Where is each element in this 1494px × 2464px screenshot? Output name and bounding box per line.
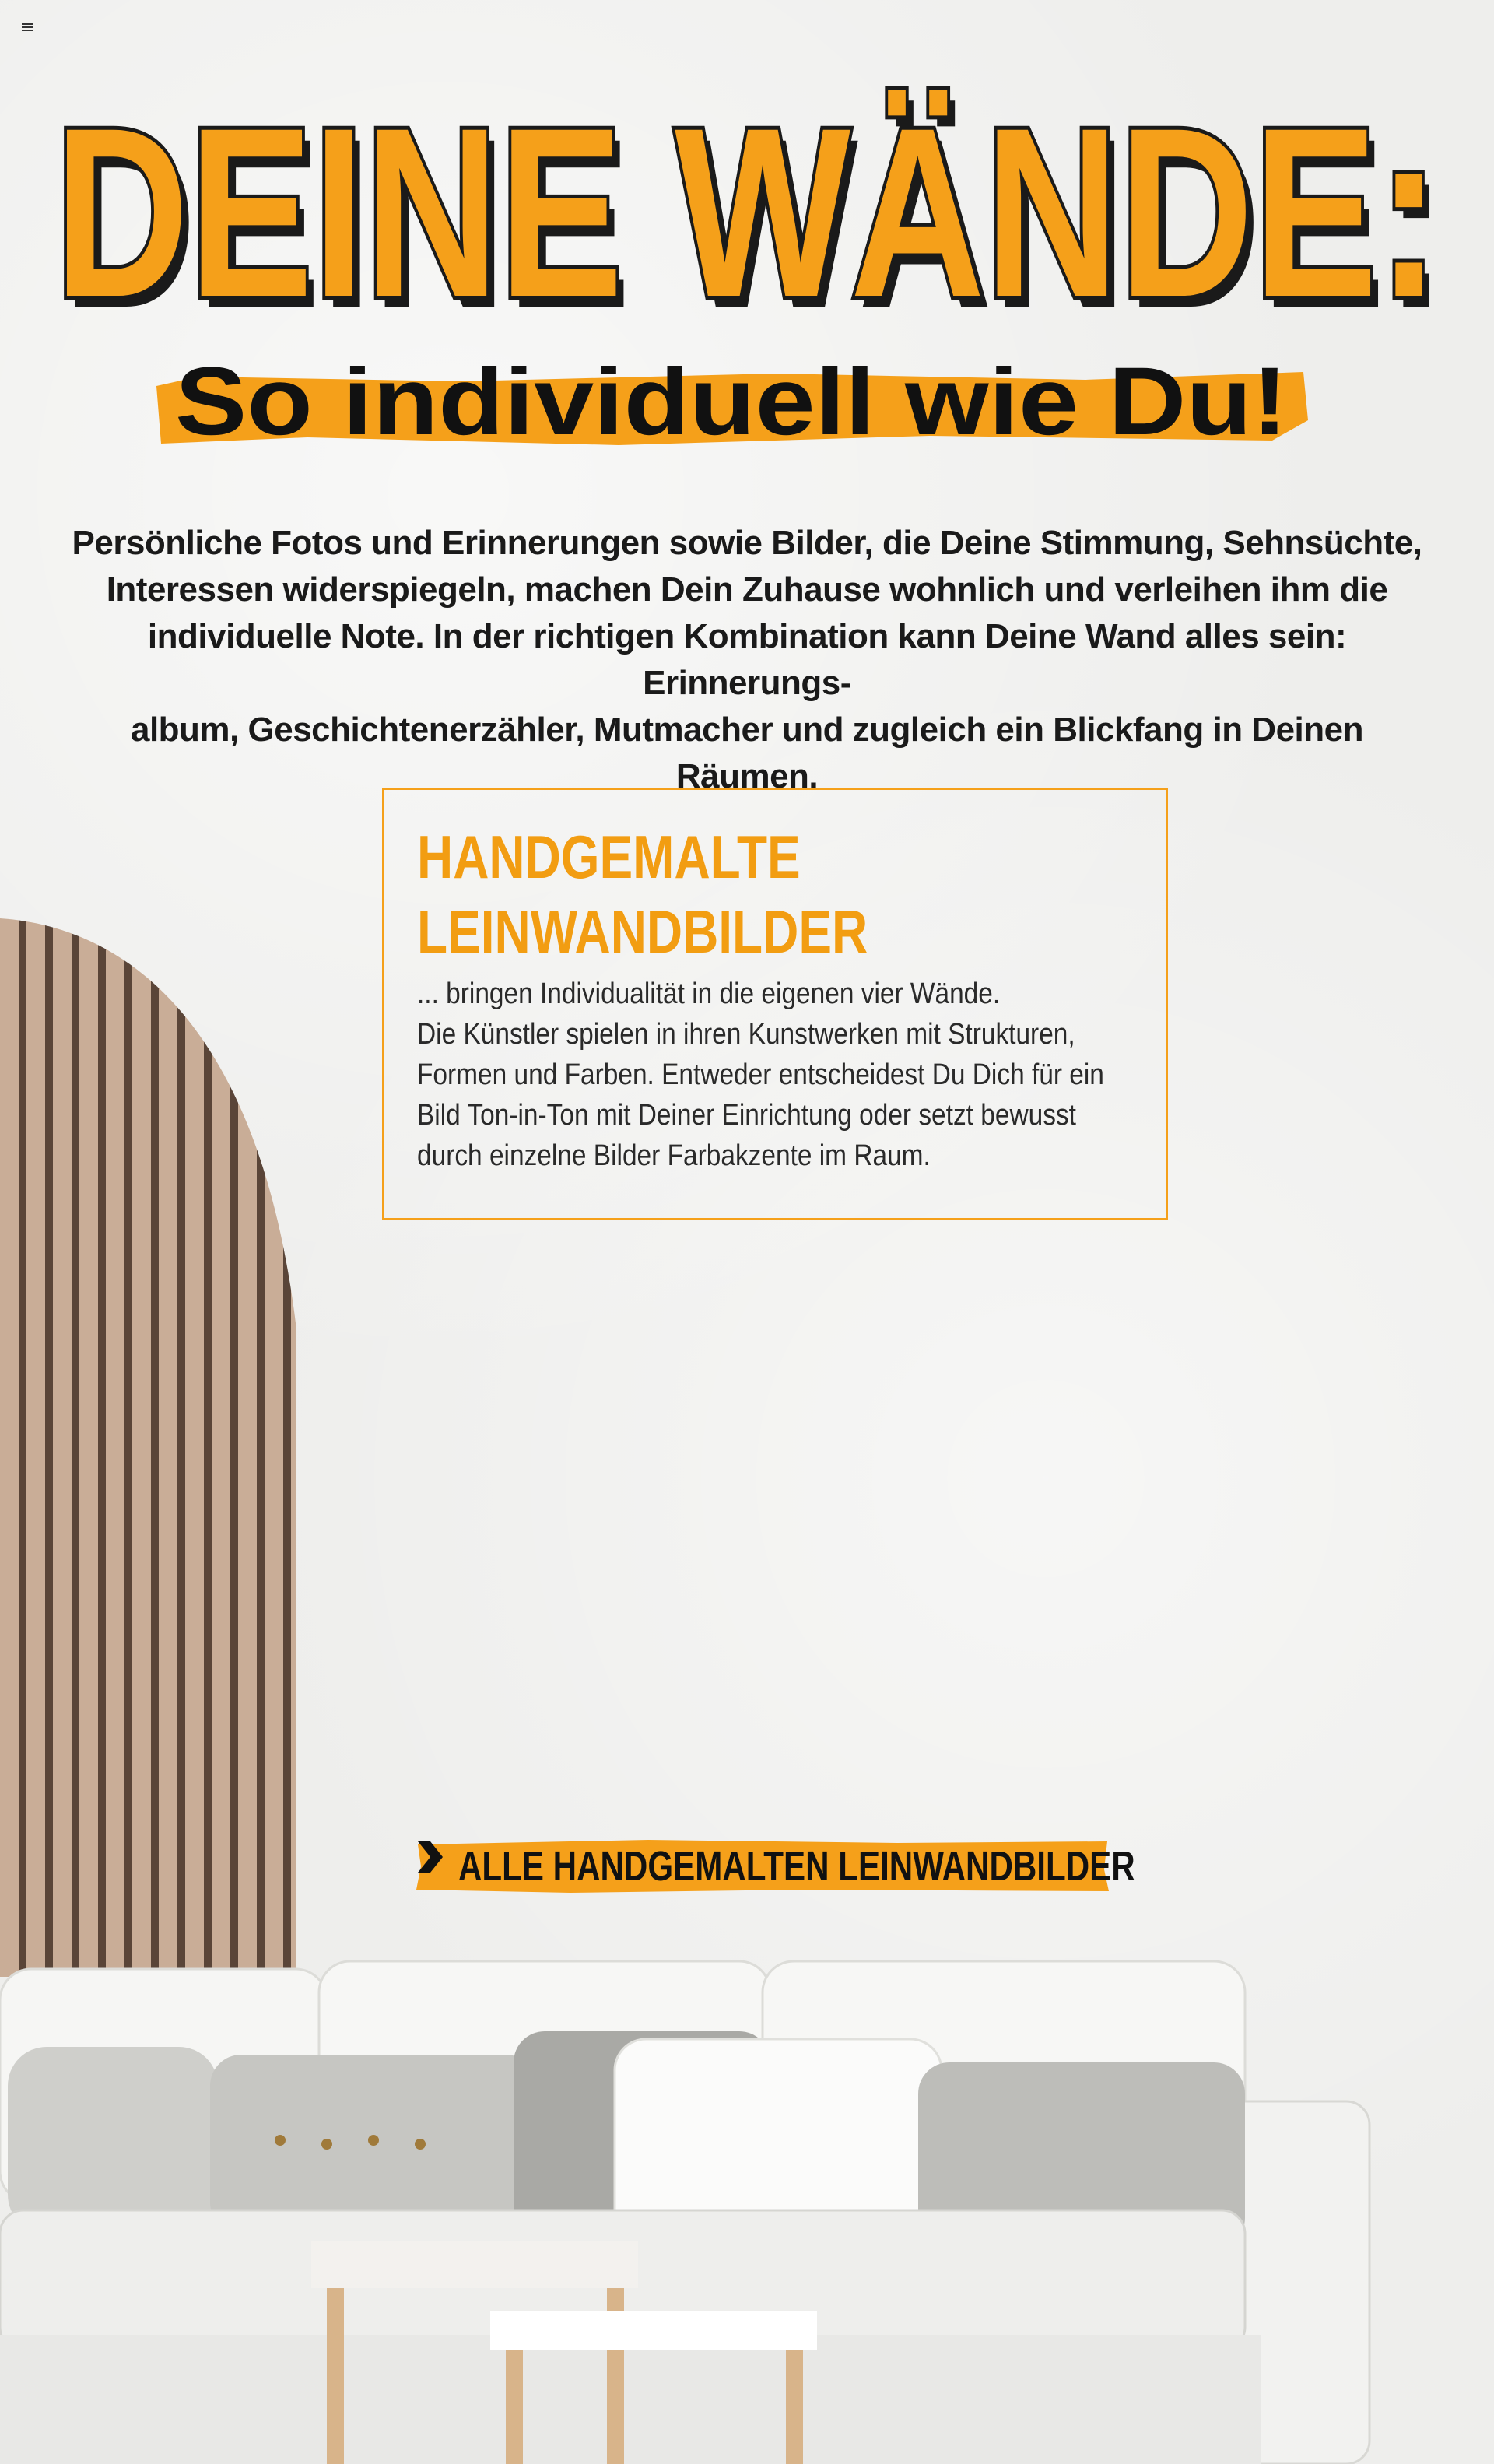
info-title-line1: HANDGEMALTE (417, 823, 801, 891)
all-painted-canvas-button[interactable] (415, 1838, 1135, 1894)
chevron-right-icon (415, 1838, 446, 1876)
info-text-line: Formen und Farben. Entweder entscheidest Du Dich für ein (417, 1058, 1104, 1091)
cta-label: ALLE HANDGEMALTEN LEINWANDBILDER (458, 1843, 1135, 1890)
sofa-photo (0, 1946, 1494, 2464)
headline-graphic (0, 31, 1494, 342)
info-text-line: Bild Ton-in-Ton mit Deiner Einrichtung oder setzt bewusst (417, 1099, 1076, 1132)
info-text-line: durch einzelne Bilder Farbakzente im Raum. (417, 1139, 931, 1172)
info-text-line: ... bringen Individualität in die eigenen vier Wände. (417, 978, 1001, 1010)
intro-line: Interessen widerspiegeln, machen Dein Zuhause wohnlich und verleihen ihm die (106, 570, 1388, 609)
wooden-arch-decoration (0, 918, 303, 1977)
intro-line: Persönliche Fotos und Erinnerungen sowie Bilder, die Deine Stimmung, Sehnsüchte, (72, 524, 1422, 562)
info-box (382, 788, 1168, 1220)
headline (0, 31, 1494, 342)
headline-line1: DEINE WÄNDE: (54, 77, 1440, 342)
menu-icon[interactable] (22, 23, 33, 31)
headline-line1-shadow: DEINE WÄNDE: (62, 88, 1447, 342)
intro-line: individuelle Note. In der richtigen Kombination kann Deine Wand alles sein: Erinnerungs- (147, 617, 1347, 702)
info-title-line2: LEINWANDBILDER (417, 897, 868, 966)
info-text (417, 974, 1104, 1176)
subheadline-banner (152, 366, 1311, 451)
intro-paragraph (70, 520, 1424, 800)
info-text-line: Die Künstler spielen in ihren Kunstwerken mit Strukturen, (417, 1018, 1075, 1051)
headline-line2: So individuell wie Du! (175, 366, 1288, 451)
intro-line: album, Geschichtenerzähler, Mutmacher und zugleich ein Blickfang in Deinen Räumen. (130, 711, 1364, 795)
